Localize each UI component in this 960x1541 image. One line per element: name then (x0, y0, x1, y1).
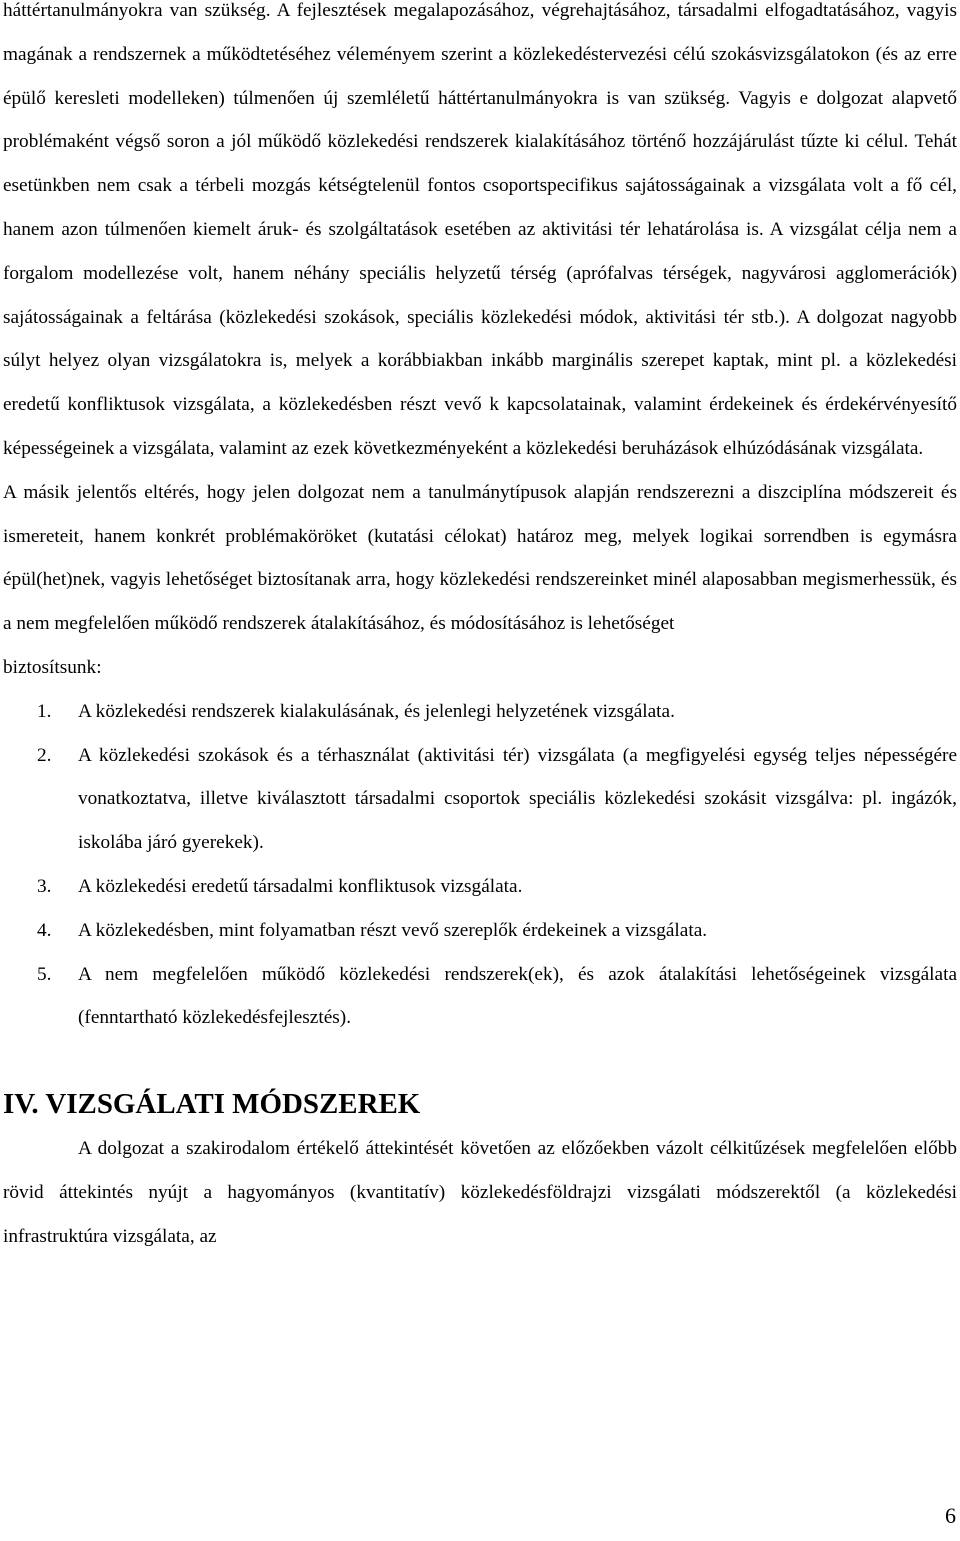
document-page (3, 0, 957, 1258)
list-intro: biztosítsunk: (3, 656, 102, 678)
list-item-number: 2. (37, 744, 52, 766)
list-item-text: A közlekedési eredetű társadalmi konfliktusok vizsgálata. (78, 875, 523, 897)
body-paragraph-2: A másik jelentős eltérés, hogy jelen dolgozat nem a tanulmánytípusok alapján rendszerezni a diszciplína módszereit és ismereteit, hanem konkrét problémaköröket (kutatási célokat) határoz meg, melyek logikai sorrendben is egymásra épül(het)nek, vagyis lehetőséget biztosítanak arra, hogy közlekedési rendszereinket minél alaposabban megismerhessük, és a nem megfelelően működő rendszerek átalakításához, és módosításához is lehetőséget (3, 481, 957, 635)
list-item-number: 5. (37, 963, 52, 985)
page-number: 6 (945, 1503, 956, 1528)
list-item-text: A nem megfelelően működő közlekedési rendszerek(ek), és azok átalakítási lehetőségeinek vizsgálata (fenntartható közlekedésfejlesztés). (78, 963, 957, 1029)
list-item-number: 3. (37, 875, 52, 897)
list-item-text: A közlekedésben, mint folyamatban részt vevő szereplők érdekeinek a vizsgálata. (78, 919, 708, 941)
body-paragraph-3: A dolgozat a szakirodalom értékelő áttekintését követően az előzőekben vázolt célkitűzések megfelelően előbb rövid áttekintés nyújt a hagyományos (kvantitatív) közlekedésföldrajzi vizsgálati módszerektől (a közlekedési infrastruktúra vizsgálata, az (3, 1137, 957, 1247)
list-item (3, 953, 957, 1041)
list-item (3, 690, 957, 734)
section-heading: IV. VIZSGÁLATI MÓDSZEREK (3, 1088, 421, 1121)
list-item-number: 4. (37, 919, 52, 941)
list-item-number: 1. (37, 700, 52, 722)
list-item (3, 909, 957, 953)
list-item-text: A közlekedési szokások és a térhasználat (aktivitási tér) vizsgálata (a megfigyelési egység teljes népességére vonatkoztatva, illetve kiválasztott társadalmi csoportok speciális közlekedési szokásit vizsgálva: pl. ingázók, iskolába járó gyerekek). (78, 744, 957, 854)
body-paragraph-1: háttértanulmányokra van szükség. A fejlesztések megalapozásához, végrehajtásához, társadalmi elfogadtatásához, vagyis magának a rendszernek a működtetéséhez véleményem szerint a közlekedéstervezési célú szokásvizsgálatokon (és az erre épülő keresleti modelleken) túlmenően új szemléletű háttértanulmányokra is van szükség. Vagyis e dolgozat alapvető problémaként végső soron a jól működő közlekedési rendszerek kialakításához történő hozzájárulást tűzte ki célul. Tehát esetünkben nem csak a térbeli mozgás kétségtelenül fontos csoportspecifikus sajátosságainak a vizsgálata volt a fő cél, hanem azon túlmenően kiemelt áruk- és szolgáltatások esetében az aktivitási tér lehatárolása is. A vizsgálat célja nem a forgalom modellezése volt, hanem néhány speciális helyzetű térség (aprófalvas térségek, nagyvárosi agglomerációk) sajátosságainak a feltárása (közlekedési szokások, speciális közlekedési módok, aktivitási tér stb.). A dolgozat nagyobb súlyt helyez olyan vizsgálatokra is, melyek a korábbiakban inkább marginális szerepet kaptak, mint pl. a közlekedési eredetű konfliktusok vizsgálata, a közlekedésben részt vevő k kapcsolatainak, valamint érdekeinek és érdekérvényesítő képességeinek a vizsgálata, valamint az ezek következményeként a közlekedési beruházások elhúzódásának vizsgálata. (3, 0, 957, 459)
list-item (3, 734, 957, 865)
research-goals-list (3, 690, 957, 1040)
list-item (3, 865, 957, 909)
list-item-text: A közlekedési rendszerek kialakulásának, és jelenlegi helyzetének vizsgálata. (78, 700, 675, 722)
